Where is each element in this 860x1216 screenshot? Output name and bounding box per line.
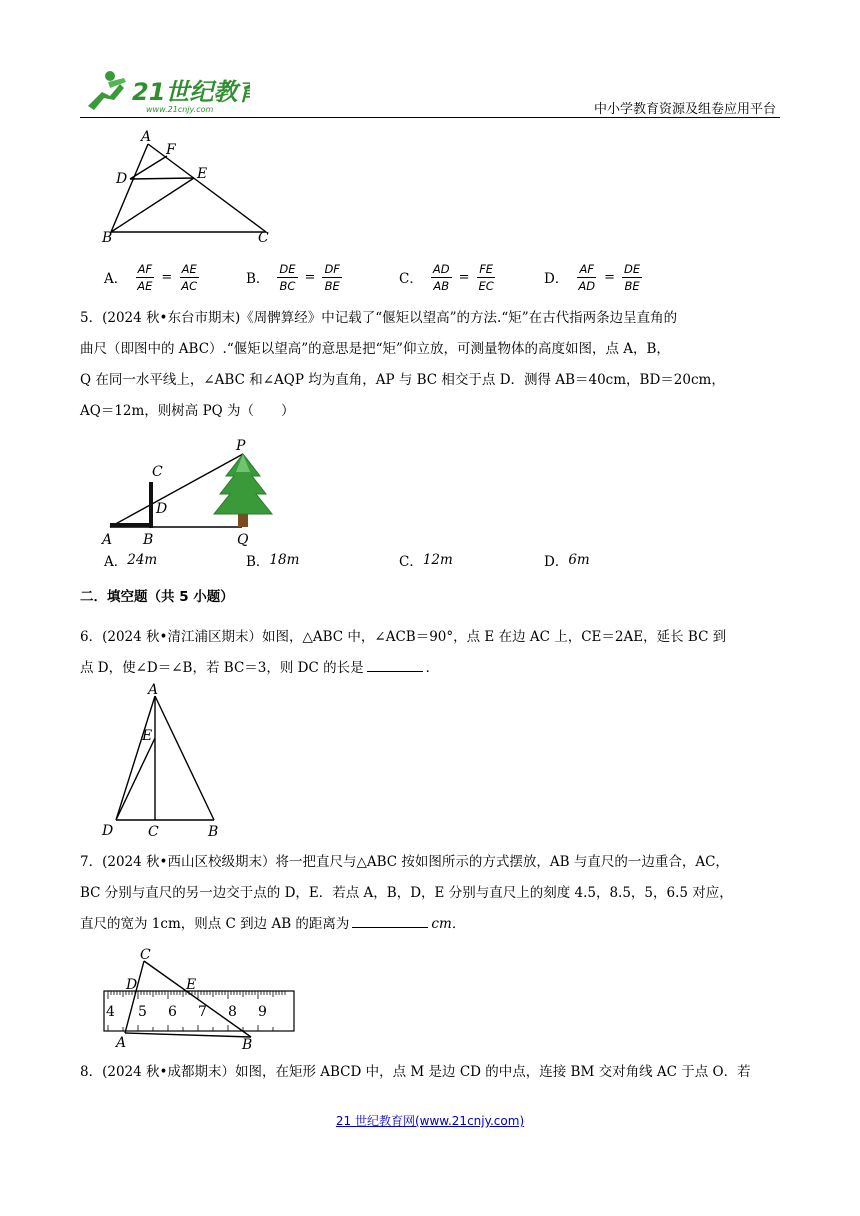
q7-line-2: BC 分别与直尺的另一边交于点的 D，E．若点 A，B，D，E 分别与直尺上的刻度 4.5，8.5，5，6.5 对应， <box>80 885 733 901</box>
q5-figure <box>98 432 290 550</box>
q6-label-c: C <box>148 824 159 840</box>
q7-line-1: 7．(2024 秋•西山区校级期末）将一把直尺与△ABC 按如图所示的方式摆放，AB 与直尺的一边重合，AC， <box>80 854 729 870</box>
q5-label-a: A <box>102 532 113 546</box>
q5-option-c: C． 12m <box>399 552 453 570</box>
q5-options <box>104 548 780 572</box>
runner-icon <box>88 71 126 110</box>
q4-option-c: C． $\frac{AD}{AB}$ = $\frac{FE}{EC}$ <box>399 261 494 293</box>
q5-line-1: 5．(2024 秋•东台市期末)《周髀算经》中记载了“偃矩以望高”的方法.“矩”在古代指两条边呈直角的 <box>80 310 678 326</box>
q7-label-e: E <box>186 977 197 993</box>
q5-option-b: B． 18m <box>246 552 300 570</box>
q4-label-f: F <box>166 142 176 158</box>
ruler-number-9: 9 <box>258 1004 267 1020</box>
footer-link[interactable]: 21 世纪教育网(www.21cnjy.com) <box>335 1114 525 1128</box>
q4-figure <box>98 128 282 248</box>
logo-subtext: www.21cnjy.com <box>146 105 214 114</box>
q4-label-a: A <box>141 129 152 145</box>
site-logo <box>80 66 250 118</box>
q6-label-e: E <box>142 728 153 744</box>
q7-label-a: A <box>116 1035 127 1049</box>
q4-option-b: B． $\frac{DE}{BC}$ = $\frac{DF}{BE}$ <box>246 261 340 293</box>
q7-figure <box>98 945 298 1053</box>
ruler-number-6: 6 <box>168 1004 177 1020</box>
q7-line-3: 直尺的宽为 1cm，则点 C 到边 AB 的距离为 cm． <box>80 909 780 940</box>
q6-text <box>80 622 780 684</box>
q4-label-e: E <box>197 166 208 182</box>
q4-label-d: D <box>116 171 128 187</box>
q6-line-1: 6．(2024 秋•清江浦区期末）如图，△ABC 中，∠ACB＝90°，点 E 在边 AC 上，CE＝2AE，延长 BC 到 <box>80 629 727 645</box>
q4-label-b: B <box>102 230 113 244</box>
q5-label-q: Q <box>237 532 249 546</box>
q5-line-4: AQ＝12m，则树高 PQ 为（ ） <box>80 403 295 419</box>
q5-label-p: P <box>236 438 246 454</box>
platform-title: 中小学教育资源及组卷应用平台 <box>593 102 776 117</box>
q7-label-c: C <box>140 947 151 963</box>
q8-text <box>80 1061 780 1083</box>
q6-line-2: 点 D，使∠D＝∠B，若 BC＝3，则 DC 的长是 ． <box>80 653 780 684</box>
q4-option-a: A． $\frac{AF}{AE}$ = $\frac{AE}{AC}$ <box>104 261 198 293</box>
q5-option-d: D． 6m <box>544 552 590 570</box>
q5-label-b: B <box>143 532 154 546</box>
q7-label-b: B <box>242 1037 253 1049</box>
q5-label-c: C <box>152 464 163 480</box>
q4-option-d: D． $\frac{AF}{AD}$ = $\frac{DE}{BE}$ <box>544 261 641 293</box>
section-fill-in-title: 二．填空题（共 5 小题） <box>80 589 234 605</box>
q5-line-3: Q 在同一水平线上，∠ABC 和∠AQP 均为直角，AP 与 BC 相交于点 D．测得 AB＝40cm，BD＝20cm， <box>80 372 725 388</box>
q5-label-d: D <box>156 501 168 517</box>
ruler-number-5: 5 <box>138 1004 147 1020</box>
logo-text: 21世纪教育 <box>132 78 250 106</box>
q7-label-d: D <box>126 977 138 993</box>
q6-label-d: D <box>102 823 114 839</box>
q4-label-c: C <box>258 230 269 244</box>
ruler-number-8: 8 <box>228 1004 237 1020</box>
q5-text <box>80 303 780 427</box>
ruler-number-4: 4 <box>106 1004 115 1020</box>
q7-text <box>80 847 780 940</box>
q4-options <box>104 257 780 297</box>
header-divider <box>80 117 780 118</box>
q6-figure <box>98 680 228 844</box>
q5-line-2: 曲尺（即图中的 ABC）.“偃矩以望高”的意思是把“矩”仰立放，可测量物体的高度如图，点 A，B， <box>80 341 670 357</box>
ruler-number-7: 7 <box>198 1004 207 1020</box>
q5-option-a: A． 24m <box>104 552 158 570</box>
q6-answer-blank[interactable] <box>367 657 423 672</box>
q7-answer-blank[interactable] <box>352 913 428 928</box>
q6-label-b: B <box>208 824 219 840</box>
q8-line-1: 8．(2024 秋•成都期末）如图，在矩形 ABCD 中，点 M 是边 CD 的中点，连接 BM 交对角线 AC 于点 O．若 <box>80 1064 751 1080</box>
q6-label-a: A <box>148 682 159 698</box>
